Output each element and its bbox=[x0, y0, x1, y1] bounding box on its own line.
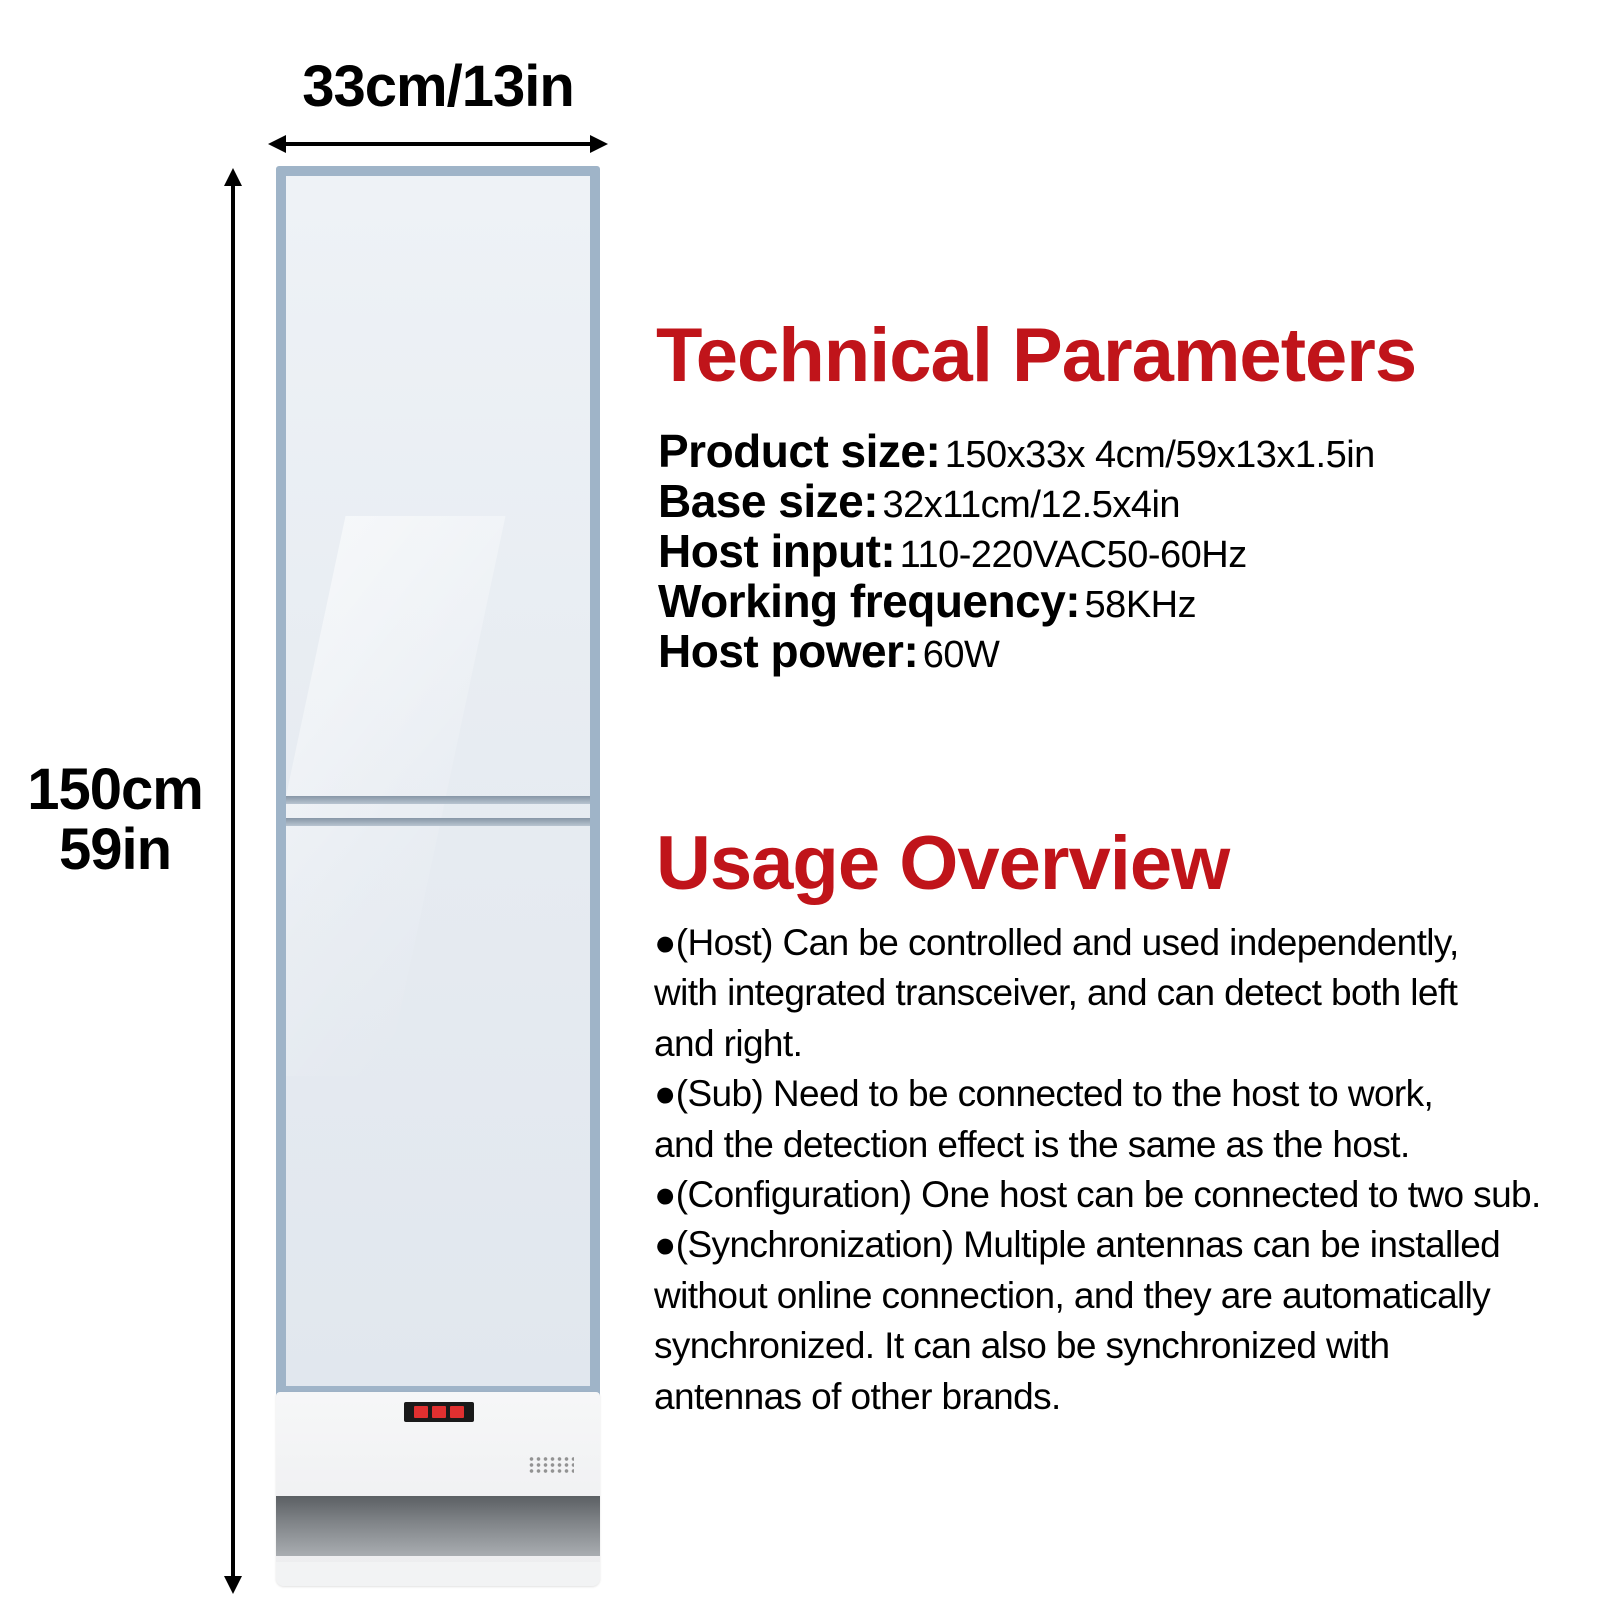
param-value: 110-220VAC50-60Hz bbox=[899, 534, 1247, 576]
param-label: Base size: bbox=[658, 475, 879, 527]
led-display bbox=[404, 1402, 474, 1422]
height-dimension-label bbox=[20, 757, 210, 882]
base-metal-stripe bbox=[276, 1496, 600, 1556]
param-row-host-power bbox=[658, 626, 1578, 676]
width-dimension-label: 33cm/13in bbox=[302, 54, 574, 119]
technical-parameters-heading: Technical Parameters bbox=[656, 313, 1417, 398]
width-arrow-head-right bbox=[590, 135, 608, 153]
led-digit bbox=[432, 1406, 446, 1418]
usage-line: with integrated transceiver, and can detect both left bbox=[654, 972, 1458, 1014]
usage-line: ●(Sub) Need to be connected to the host to work, bbox=[654, 1073, 1434, 1115]
height-dimension-in: 59in bbox=[58, 817, 172, 882]
antenna-base bbox=[276, 1392, 600, 1586]
param-value: 58KHz bbox=[1084, 584, 1197, 626]
usage-line: ●(Synchronization) Multiple antennas can be installed bbox=[654, 1224, 1501, 1266]
param-value: 32x11cm/12.5x4in bbox=[882, 484, 1181, 526]
usage-line: ●(Host) Can be controlled and used independently, bbox=[654, 922, 1459, 963]
height-arrow-head-top bbox=[224, 168, 242, 186]
usage-overview-heading: Usage Overview bbox=[656, 821, 1230, 906]
height-arrow-head-bottom bbox=[224, 1576, 242, 1594]
usage-line: ●(Configuration) One host can be connected to two sub. bbox=[654, 1173, 1541, 1215]
led-digit bbox=[450, 1406, 464, 1418]
param-row-host-input bbox=[658, 526, 1578, 576]
usage-line: and the detection effect is the same as the host. bbox=[654, 1123, 1410, 1165]
param-label: Working frequency: bbox=[658, 575, 1081, 627]
panel-crossbar-lower bbox=[286, 818, 590, 826]
param-row-product-size bbox=[658, 426, 1578, 476]
base-foot bbox=[276, 1562, 600, 1586]
height-dimension-cm: 150cm bbox=[27, 757, 203, 822]
width-arrow-head-left bbox=[268, 135, 286, 153]
led-digit bbox=[414, 1406, 428, 1418]
param-row-base-size bbox=[658, 476, 1578, 526]
param-label: Host power: bbox=[658, 625, 919, 677]
usage-overview-text bbox=[654, 918, 1594, 1422]
param-label: Host input: bbox=[658, 525, 896, 577]
antenna-panel bbox=[276, 166, 600, 1396]
technical-parameters-list bbox=[658, 426, 1578, 676]
param-value: 150x33x 4cm/59x13x1.5in bbox=[944, 434, 1375, 476]
usage-line: and right. bbox=[654, 1022, 803, 1064]
param-row-working-frequency bbox=[658, 576, 1578, 626]
usage-line: synchronized. It can also be synchronized with bbox=[654, 1325, 1390, 1367]
usage-line: without online connection, and they are automatically bbox=[654, 1274, 1491, 1316]
panel-crossbar-upper bbox=[286, 796, 590, 804]
param-label: Product size: bbox=[658, 425, 941, 477]
product-antenna-illustration bbox=[276, 166, 600, 1586]
param-value: 60W bbox=[922, 634, 1000, 676]
usage-line: antennas of other brands. bbox=[654, 1375, 1061, 1417]
speaker-grill-icon bbox=[528, 1456, 574, 1474]
